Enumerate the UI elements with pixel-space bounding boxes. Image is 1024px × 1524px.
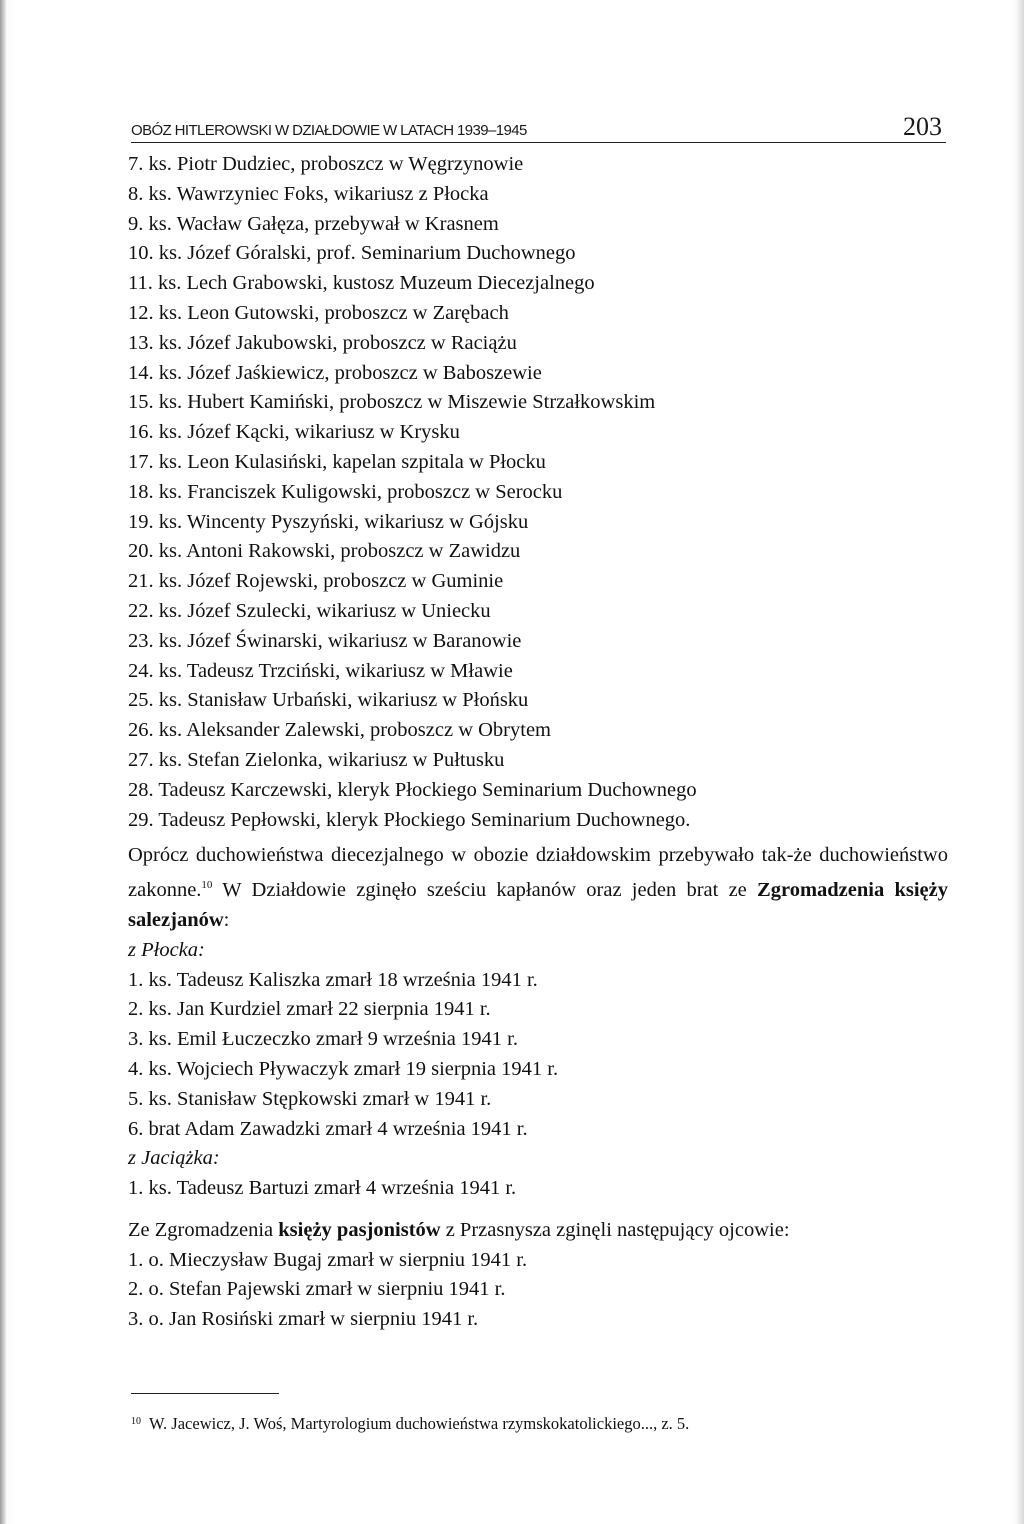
list-item: 1. ks. Tadeusz Bartuzi zmarł 4 września 1941 r. bbox=[128, 1177, 517, 1200]
list-item: 20. ks. Antoni Rakowski, proboszcz w Zawidzu bbox=[128, 540, 521, 563]
paragraph-text: Ze Zgromadzenia bbox=[128, 1218, 279, 1241]
footnote-number: 10 bbox=[131, 1416, 141, 1427]
paragraph-passionists bbox=[128, 1216, 948, 1246]
paragraph-text: W Działdowie zginęło sześciu kapłanów oraz jeden brat ze bbox=[212, 879, 758, 902]
page-spine-edge bbox=[0, 0, 6, 1524]
list-item: 21. ks. Józef Rojewski, proboszcz w Guminie bbox=[128, 570, 504, 593]
list-item: 18. ks. Franciszek Kuligowski, proboszcz w Serocku bbox=[128, 480, 563, 503]
list-item: 12. ks. Leon Gutowski, proboszcz w Zarębach bbox=[128, 301, 509, 324]
list-item: 8. ks. Wawrzyniec Foks, wikariusz z Płocka bbox=[128, 182, 489, 205]
list-item: 29. Tadeusz Pepłowski, kleryk Płockiego Seminarium Duchownego. bbox=[128, 808, 691, 831]
section-label-plock: z Płocka: bbox=[128, 938, 205, 961]
footnote-divider bbox=[131, 1393, 279, 1394]
running-header bbox=[131, 112, 946, 143]
list-item: 11. ks. Lech Grabowski, kustosz Muzeum Diecezjalnego bbox=[128, 272, 595, 295]
emphasis-passionists: księży pasjonistów bbox=[278, 1218, 441, 1241]
page-body bbox=[128, 150, 948, 1335]
list-item: 28. Tadeusz Karczewski, kleryk Płockiego Seminarium Duchownego bbox=[128, 778, 697, 801]
paragraph-text: : bbox=[223, 908, 230, 931]
list-item: 26. ks. Aleksander Zalewski, proboszcz w Obrytem bbox=[128, 719, 551, 742]
section-label-jaciazek: z Jaciążka: bbox=[128, 1147, 220, 1170]
priests-list bbox=[128, 150, 948, 835]
footnote bbox=[131, 1414, 689, 1434]
list-item: 2. o. Stefan Pajewski zmarł w sierpniu 1941 r. bbox=[128, 1278, 506, 1301]
list-item: 6. brat Adam Zawadzki zmarł 4 września 1941 r. bbox=[128, 1117, 528, 1140]
list-item: 27. ks. Stefan Zielonka, wikariusz w Pułtusku bbox=[128, 748, 505, 771]
footnote-text: W. Jacewicz, J. Woś, Martyrologium duchowieństwa rzymskokatolickiego..., z. 5. bbox=[149, 1414, 690, 1433]
list-item: 15. ks. Hubert Kamiński, proboszcz w Miszewie Strzałkowskim bbox=[128, 391, 656, 414]
spacer bbox=[128, 1204, 948, 1216]
page-number: 203 bbox=[903, 112, 942, 141]
list-item: 2. ks. Jan Kurdziel zmarł 22 sierpnia 1941 r. bbox=[128, 998, 491, 1021]
list-item: 19. ks. Wincenty Pyszyński, wikariusz w Gójsku bbox=[128, 510, 529, 533]
list-item: 4. ks. Wojciech Pływaczyk zmarł 19 sierpnia 1941 r. bbox=[128, 1057, 559, 1080]
salesians-jaciazek-section bbox=[128, 1144, 948, 1204]
emphasis-salesians: Zgromadzenia księży salezjanów bbox=[128, 879, 948, 931]
paragraph-text: z Przasnysza zginęli następujący ojcowie: bbox=[440, 1218, 790, 1241]
page-right-edge bbox=[1016, 0, 1024, 1524]
list-item: 14. ks. Józef Jaśkiewicz, proboszcz w Baboszewie bbox=[128, 361, 542, 384]
list-item: 1. o. Mieczysław Bugaj zmarł w sierpniu 1941 r. bbox=[128, 1248, 528, 1271]
list-item: 24. ks. Tadeusz Trzciński, wikariusz w Mławie bbox=[128, 659, 513, 682]
passionists-list bbox=[128, 1246, 948, 1335]
list-item: 10. ks. Józef Góralski, prof. Seminarium Duchownego bbox=[128, 242, 576, 265]
list-item: 7. ks. Piotr Dudziec, proboszcz w Węgrzynowie bbox=[128, 153, 524, 175]
list-item: 9. ks. Wacław Gałęza, przebywał w Krasnem bbox=[128, 212, 499, 235]
list-item: 1. ks. Tadeusz Kaliszka zmarł 18 września 1941 r. bbox=[128, 968, 538, 991]
salesians-plock-section bbox=[128, 936, 948, 1145]
list-item: 17. ks. Leon Kulasiński, kapelan szpitala w Płocku bbox=[128, 450, 546, 473]
list-item: 25. ks. Stanisław Urbański, wikariusz w Płońsku bbox=[128, 689, 529, 712]
list-item: 22. ks. Józef Szulecki, wikariusz w Uniecku bbox=[128, 599, 491, 622]
list-item: 3. ks. Emil Łuczeczko zmarł 9 września 1941 r. bbox=[128, 1028, 518, 1051]
footnote-reference: 10 bbox=[201, 879, 213, 892]
paragraph-orders bbox=[128, 841, 948, 935]
list-item: 3. o. Jan Rosiński zmarł w sierpniu 1941 r. bbox=[128, 1308, 479, 1331]
running-title: OBÓZ HITLEROWSKI W DZIAŁDOWIE W LATACH 1939–1945 bbox=[131, 122, 527, 139]
list-item: 5. ks. Stanisław Stępkowski zmarł w 1941 r. bbox=[128, 1087, 492, 1110]
list-item: 16. ks. Józef Kącki, wikariusz w Krysku bbox=[128, 421, 460, 444]
paragraph-text: Oprócz duchowieństwa diecezjalnego w obozie działdowskim przebywało tak-że duchowieństwo zakonne. bbox=[128, 844, 948, 902]
list-item: 23. ks. Józef Świnarski, wikariusz w Baranowie bbox=[128, 629, 522, 652]
list-item: 13. ks. Józef Jakubowski, proboszcz w Raciążu bbox=[128, 331, 517, 354]
